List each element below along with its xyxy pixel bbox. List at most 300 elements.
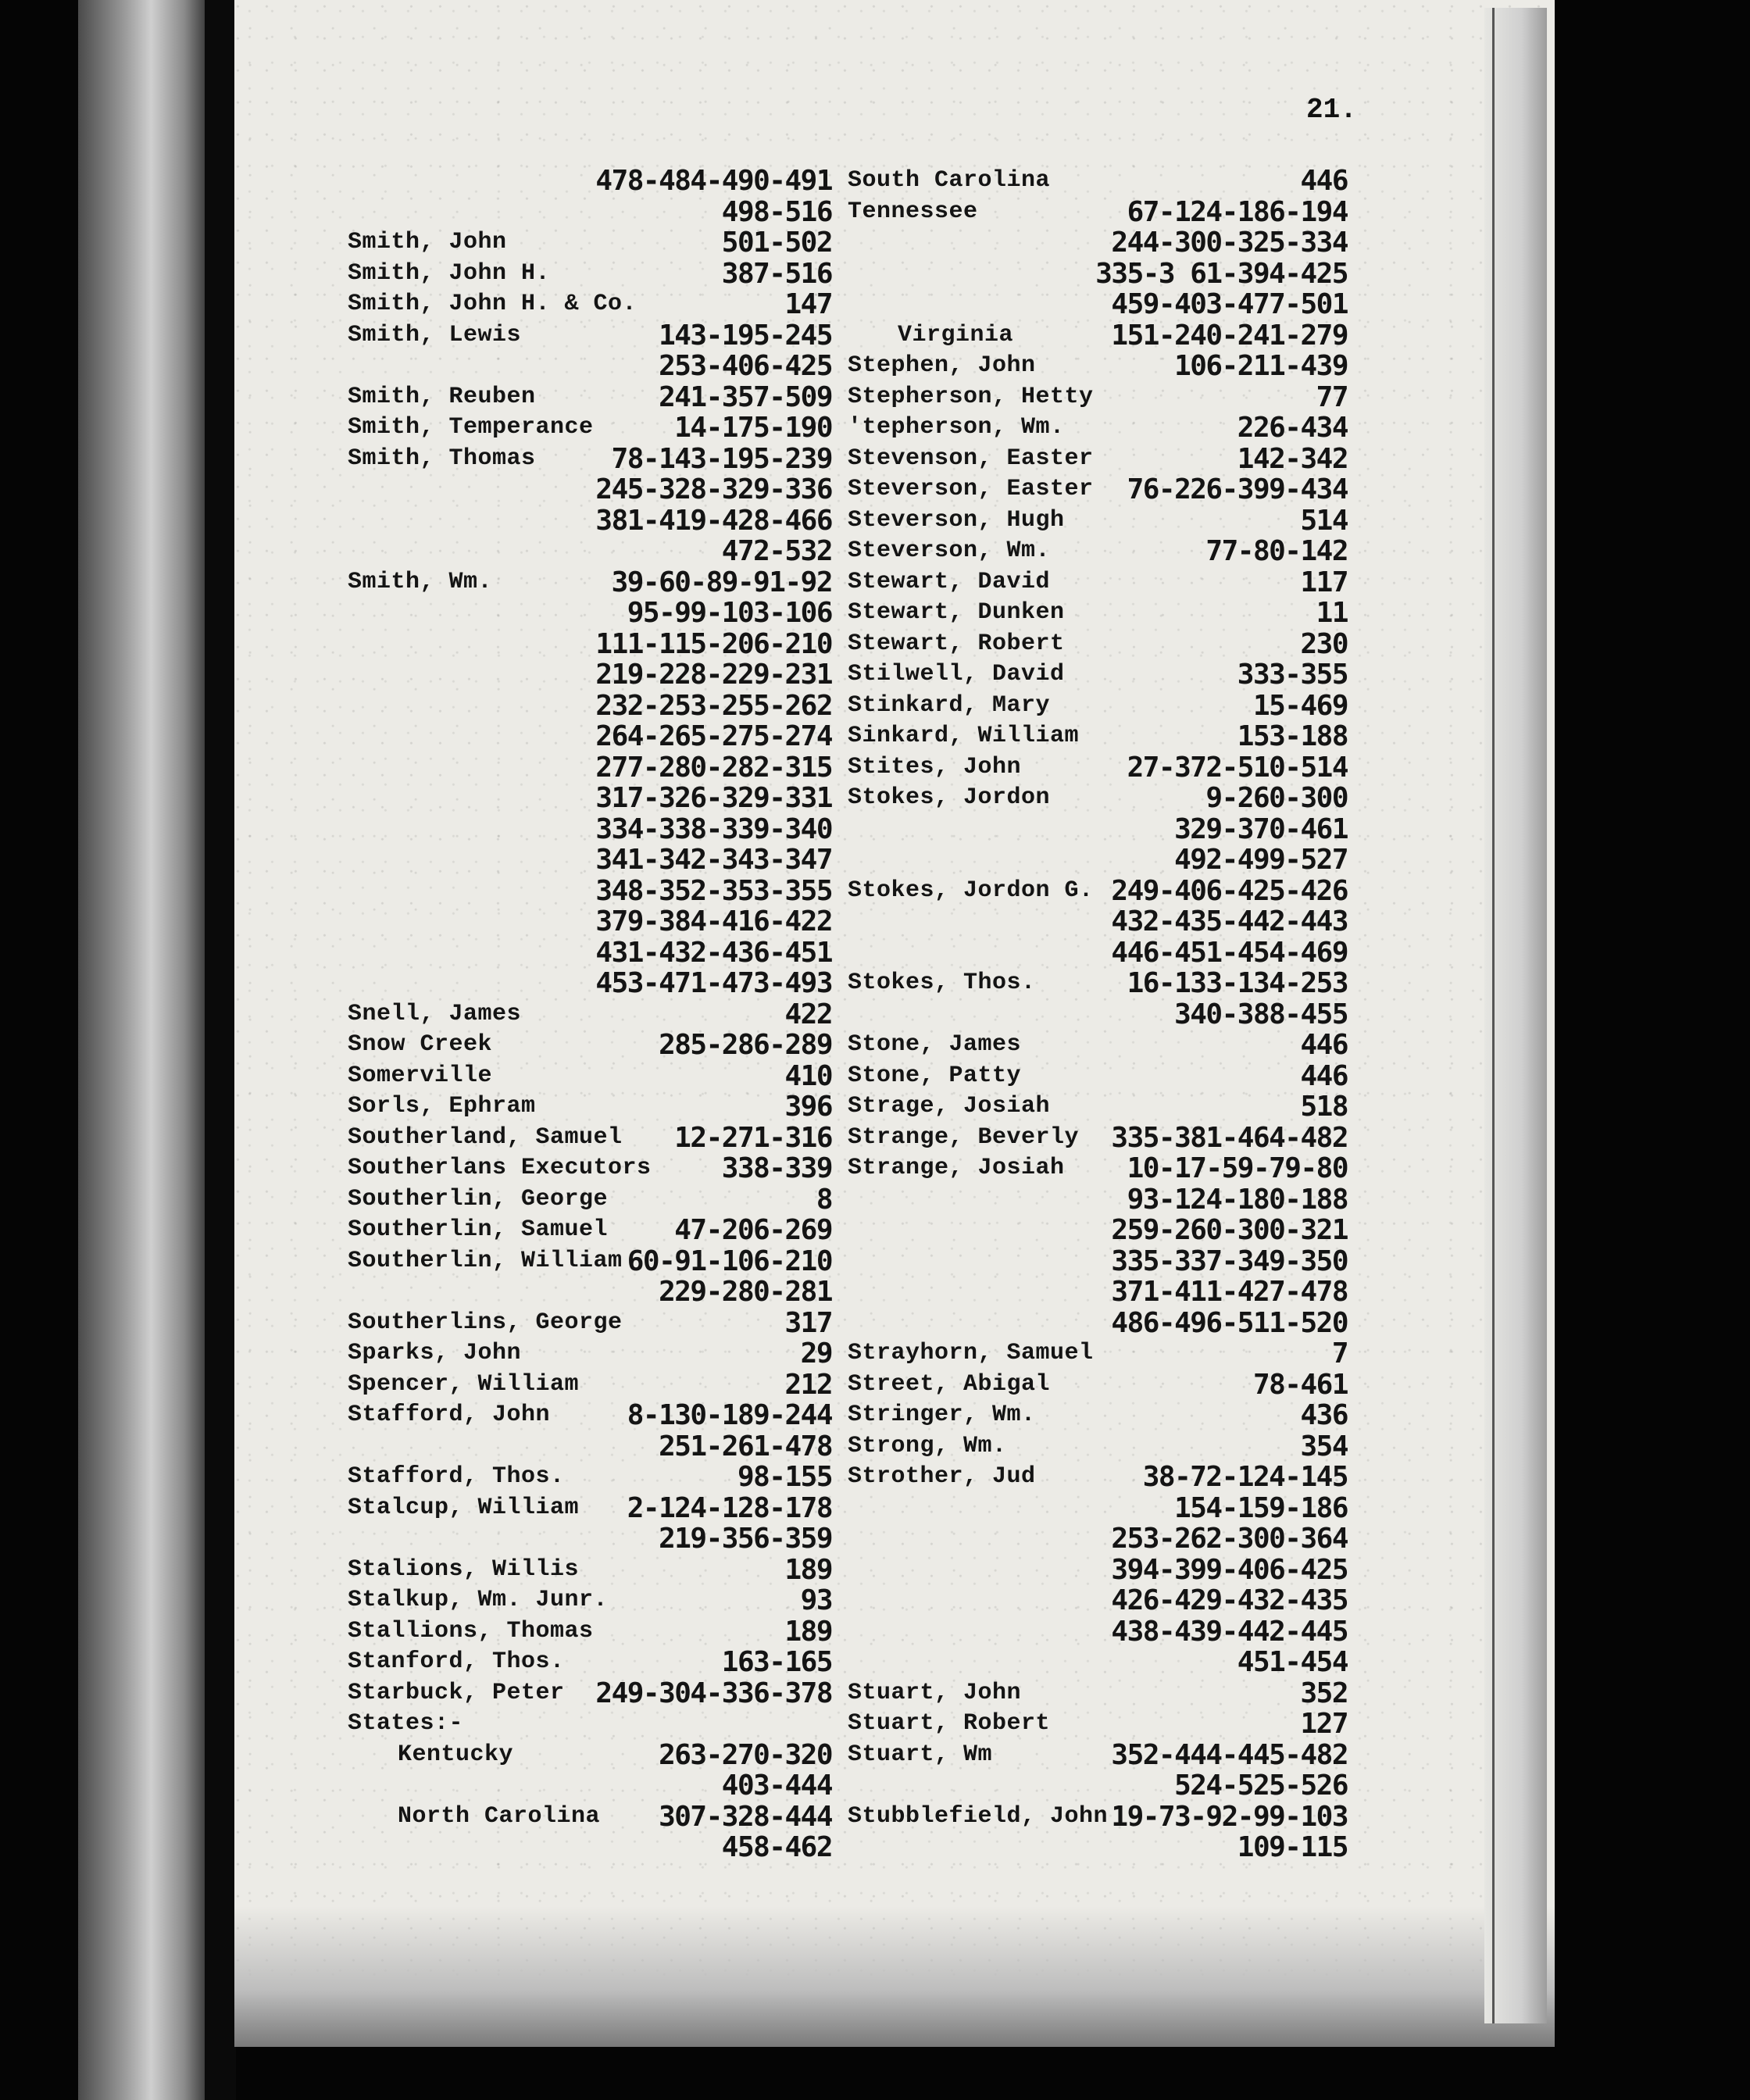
index-entry (848, 412, 1348, 444)
entry-name: Street, Abigal (848, 1370, 1051, 1398)
entry-pages: 277-280-282-315 (595, 751, 832, 784)
index-entry (848, 876, 1348, 969)
entry-name: Steverson, Easter (848, 476, 1094, 502)
index-row (848, 1215, 1348, 1246)
index-row (848, 691, 1348, 722)
index-entry (848, 1061, 1348, 1092)
entry-name: Stuart, Wm (848, 1741, 993, 1768)
entry-pages: 117 (1300, 566, 1348, 598)
entry-pages: 154-159-186 (1174, 1491, 1348, 1524)
index-entry (348, 1184, 832, 1216)
entry-pages: 501-502 (721, 227, 832, 259)
entry-name: Strange, Josiah (848, 1155, 1065, 1181)
entry-name: Stokes, Jordon (848, 784, 1051, 811)
index-row (348, 259, 832, 290)
index-row (348, 752, 832, 784)
index-row (848, 938, 1348, 969)
entry-name: Strage, Josiah (848, 1093, 1051, 1120)
index-entry (348, 1802, 832, 1863)
entry-name: Spencer, William (348, 1370, 580, 1398)
index-row (848, 1585, 1348, 1616)
index-entry (348, 1493, 832, 1555)
entry-pages: 341-342-343-347 (595, 844, 832, 876)
entry-pages: 16-133-134-253 (1127, 967, 1348, 999)
index-row (348, 1523, 832, 1555)
entry-pages: 338-339 (721, 1152, 832, 1184)
entry-name: Somerville (348, 1062, 493, 1089)
index-row (848, 1123, 1348, 1154)
index-entry (348, 567, 832, 999)
index-row (348, 227, 832, 259)
entry-name: Stokes, Jordon G. (848, 877, 1094, 904)
entry-name: Stone, James (848, 1031, 1022, 1058)
entry-pages: 76-226-399-434 (1127, 473, 1348, 505)
index-row (348, 1740, 832, 1771)
entry-name: Stone, Patty (848, 1062, 1022, 1089)
index-row (848, 444, 1348, 475)
entry-pages: 38-72-124-145 (1142, 1461, 1348, 1493)
entry-pages: 106-211-439 (1174, 350, 1348, 382)
entry-pages: 77 (1316, 380, 1348, 413)
entry-pages: 232-253-255-262 (595, 689, 832, 722)
index-row (848, 1246, 1348, 1277)
entry-pages: 253-262-300-364 (1111, 1523, 1348, 1555)
entry-name: Southerlin, Samuel (348, 1216, 609, 1243)
entry-pages: 12-271-316 (674, 1121, 832, 1154)
index-row (348, 166, 832, 197)
entry-pages: 78-461 (1252, 1368, 1348, 1401)
index-entry (348, 382, 832, 413)
index-entry (848, 721, 1348, 752)
entry-pages: 229-280-281 (659, 1276, 832, 1308)
entry-name: South Carolina (848, 167, 1051, 194)
index-row (848, 1277, 1348, 1308)
entry-name: Stubblefield, John (848, 1802, 1109, 1830)
index-row (848, 906, 1348, 938)
index-row (848, 536, 1348, 567)
index-entry (848, 166, 1348, 197)
entry-pages: 335-381-464-482 (1111, 1121, 1348, 1154)
index-row (848, 351, 1348, 382)
index-entry (348, 1585, 832, 1616)
entry-name: Stites, John (848, 753, 1022, 780)
index-row (848, 1153, 1348, 1184)
index-row (848, 1709, 1348, 1740)
index-entry (848, 1678, 1348, 1709)
index-row (848, 412, 1348, 444)
entry-name: Steverson, Hugh (848, 506, 1065, 534)
index-row (348, 906, 832, 938)
index-entry (848, 1400, 1348, 1431)
index-row (848, 382, 1348, 413)
entry-name: Stewart, Dunken (848, 599, 1065, 626)
index-row (348, 1832, 832, 1863)
entry-pages: 93 (800, 1584, 832, 1616)
entry-pages: 8-130-189-244 (627, 1399, 832, 1431)
index-row (348, 197, 832, 228)
index-row (348, 1370, 832, 1401)
entry-pages: 492-499-527 (1174, 844, 1348, 876)
index-entry (348, 412, 832, 444)
index-row (848, 1431, 1348, 1462)
index-row (348, 320, 832, 352)
entry-name: Southerlin, William (348, 1247, 623, 1274)
index-entry (348, 1678, 832, 1709)
entry-pages: 29 (800, 1338, 832, 1370)
index-entry (848, 691, 1348, 722)
entry-pages: 47-206-269 (674, 1214, 832, 1246)
entry-name: Southerlans Executors (348, 1155, 652, 1181)
index-row (348, 1400, 832, 1431)
index-entry (348, 1616, 832, 1648)
entry-pages: 340-388-455 (1174, 998, 1348, 1030)
index-entry (348, 1370, 832, 1401)
entry-pages: 19-73-92-99-103 (1111, 1800, 1348, 1833)
entry-pages: 446 (1300, 165, 1348, 197)
entry-pages: 147 (784, 288, 832, 320)
entry-pages: 241-357-509 (659, 380, 832, 413)
entry-name: Stafford, Thos. (348, 1463, 565, 1490)
entry-pages: 352-444-445-482 (1111, 1738, 1348, 1771)
index-entry (348, 1647, 832, 1678)
index-column-right (848, 166, 1348, 1863)
index-row (848, 1370, 1348, 1401)
index-row (348, 1493, 832, 1524)
entry-pages: 426-429-432-435 (1111, 1584, 1348, 1616)
index-row (848, 1091, 1348, 1123)
index-row (348, 845, 832, 876)
index-row (348, 1462, 832, 1493)
index-entry (848, 1802, 1348, 1863)
index-row (348, 1123, 832, 1154)
index-entry (348, 1215, 832, 1246)
index-entry (848, 197, 1348, 320)
entry-pages: 458-462 (721, 1831, 832, 1863)
index-row (848, 227, 1348, 259)
entry-name: Stinkard, Mary (848, 691, 1051, 719)
index-entry (848, 567, 1348, 598)
index-row (848, 1493, 1348, 1524)
index-entry (848, 1030, 1348, 1061)
entry-pages: 249-304-336-378 (595, 1677, 832, 1709)
index-row (848, 1678, 1348, 1709)
index-row (848, 598, 1348, 629)
entry-pages: 317-326-329-331 (595, 782, 832, 814)
index-row (848, 1802, 1348, 1833)
index-entry (348, 227, 832, 259)
entry-pages: 163-165 (721, 1646, 832, 1678)
index-row (848, 1338, 1348, 1370)
index-row (348, 1802, 832, 1833)
entry-pages: 153-188 (1237, 720, 1348, 752)
entry-name: Stilwell, David (848, 661, 1065, 688)
entry-pages: 10-17-59-79-80 (1127, 1152, 1348, 1184)
entry-pages: 212 (784, 1368, 832, 1401)
entry-pages: 189 (784, 1615, 832, 1648)
entry-name: 'tepherson, Wm. (848, 414, 1065, 441)
index-column-left (348, 166, 832, 1863)
entry-name: Stewart, Robert (848, 630, 1065, 657)
index-row (848, 1184, 1348, 1216)
entry-pages: 285-286-289 (659, 1029, 832, 1061)
index-row (348, 382, 832, 413)
entry-pages: 142-342 (1237, 442, 1348, 475)
index-row (848, 1308, 1348, 1339)
index-row (848, 474, 1348, 505)
entry-pages: 335-3 61-394-425 (1095, 257, 1348, 290)
entry-name: Stanford, Thos. (348, 1648, 565, 1675)
index-row (848, 567, 1348, 598)
page-edge-line (1492, 8, 1495, 2023)
index-row (348, 412, 832, 444)
index-entry (348, 1091, 832, 1123)
index-entry (848, 382, 1348, 413)
index-row (848, 1523, 1348, 1555)
index-entry (348, 1462, 832, 1493)
entry-name: Smith, Lewis (348, 321, 522, 348)
index-row (348, 474, 832, 505)
entry-pages: 438-439-442-445 (1111, 1615, 1348, 1648)
index-row (848, 1832, 1348, 1863)
entry-name: Southerland, Samuel (348, 1123, 623, 1151)
index-row (848, 197, 1348, 228)
entry-pages: 151-240-241-279 (1111, 319, 1348, 352)
index-row (348, 721, 832, 752)
index-entry (848, 1462, 1348, 1678)
index-entry (348, 320, 832, 382)
entry-pages: 518 (1300, 1091, 1348, 1123)
entry-pages: 253-406-425 (659, 350, 832, 382)
index-row (848, 876, 1348, 907)
entry-pages: 11 (1316, 597, 1348, 629)
entry-name: Smith, Reuben (348, 383, 536, 410)
index-row (848, 1030, 1348, 1061)
entry-pages: 410 (784, 1059, 832, 1092)
index-entry (848, 783, 1348, 876)
index-entry (848, 351, 1348, 382)
entry-name: Strong, Wm. (848, 1432, 1007, 1459)
index-entry (348, 1338, 832, 1370)
index-row (848, 1770, 1348, 1802)
entry-pages: 263-270-320 (659, 1738, 832, 1771)
entry-pages: 14-175-190 (674, 412, 832, 444)
entry-pages: 109-115 (1237, 1831, 1348, 1863)
index-row (348, 1277, 832, 1308)
entry-pages: 459-403-477-501 (1111, 288, 1348, 320)
index-row (348, 1647, 832, 1678)
entry-pages: 78-143-195-239 (611, 442, 832, 475)
index-entry (348, 1400, 832, 1462)
index-entry (348, 1308, 832, 1339)
entry-name: Stepherson, Hetty (848, 383, 1094, 410)
index-entry (348, 1061, 832, 1092)
index-row (348, 938, 832, 969)
entry-pages: 352 (1300, 1677, 1348, 1709)
entry-name: Stevenson, Easter (848, 445, 1094, 472)
index-entry (848, 659, 1348, 691)
index-row (348, 536, 832, 567)
index-entry (348, 1123, 832, 1154)
index-entry (348, 259, 832, 290)
index-row (848, 1740, 1348, 1771)
index-row (348, 999, 832, 1030)
index-entry (348, 289, 832, 320)
index-entry (348, 999, 832, 1030)
index-row (848, 968, 1348, 999)
entry-pages: 379-384-416-422 (595, 905, 832, 938)
index-entry (848, 598, 1348, 629)
entry-pages: 524-525-526 (1174, 1770, 1348, 1802)
entry-pages: 226-434 (1237, 412, 1348, 444)
entry-pages: 9-260-300 (1205, 782, 1348, 814)
index-entry (848, 1153, 1348, 1338)
entry-pages: 143-195-245 (659, 319, 832, 352)
index-row (348, 814, 832, 845)
entry-pages: 432-435-442-443 (1111, 905, 1348, 938)
index-row (848, 752, 1348, 784)
entry-pages: 381-419-428-466 (595, 504, 832, 537)
binding-shadow (205, 0, 236, 2100)
entry-pages: 2-124-128-178 (627, 1491, 832, 1524)
index-row (348, 659, 832, 691)
entry-pages: 8 (816, 1183, 832, 1216)
index-entry (848, 1123, 1348, 1154)
binding-edge (78, 0, 211, 2100)
index-entry (848, 968, 1348, 1030)
index-row (848, 845, 1348, 876)
entry-pages: 251-261-478 (659, 1430, 832, 1462)
entry-pages: 60-91-106-210 (627, 1245, 832, 1277)
index-row (848, 1555, 1348, 1586)
index-row (848, 814, 1348, 845)
index-row (848, 289, 1348, 320)
index-row (848, 1647, 1348, 1678)
page-number: 21. (1306, 94, 1357, 126)
entry-pages: 394-399-406-425 (1111, 1553, 1348, 1586)
entry-name: Sorls, Ephram (348, 1093, 536, 1120)
index-entry (848, 629, 1348, 660)
entry-pages: 219-228-229-231 (595, 659, 832, 691)
index-row (848, 629, 1348, 660)
entry-name: Smith, John (348, 229, 507, 255)
entry-pages: 77-80-142 (1205, 535, 1348, 567)
entry-pages: 371-411-427-478 (1111, 1276, 1348, 1308)
index-row (848, 783, 1348, 814)
entry-name: Stephen, John (848, 352, 1036, 379)
index-row (348, 1091, 832, 1123)
index-entry (348, 1555, 832, 1586)
entry-pages: 27-372-510-514 (1127, 751, 1348, 784)
entry-pages: 329-370-461 (1174, 812, 1348, 845)
index-entry (848, 444, 1348, 475)
entry-pages: 7 (1331, 1338, 1348, 1370)
index-row (348, 1555, 832, 1586)
entry-name: Smith, John H. & Co. (348, 291, 638, 317)
index-row (348, 598, 832, 629)
index-entry (348, 444, 832, 567)
index-row (848, 166, 1348, 197)
index-row (848, 1616, 1348, 1648)
entry-name: Southerlins, George (348, 1309, 623, 1336)
entry-pages: 93-124-180-188 (1127, 1183, 1348, 1216)
entry-pages: 189 (784, 1553, 832, 1586)
index-entry (848, 1709, 1348, 1740)
index-entry (848, 1431, 1348, 1462)
index-row (348, 505, 832, 537)
index-row (848, 999, 1348, 1030)
index-row (348, 876, 832, 907)
index-row (348, 1338, 832, 1370)
entry-pages: 230 (1300, 627, 1348, 660)
entry-name: Strother, Jud (848, 1463, 1036, 1490)
index-row (348, 1709, 832, 1740)
entry-pages: 334-338-339-340 (595, 812, 832, 845)
index-row (848, 320, 1348, 352)
index-entry (848, 1338, 1348, 1370)
entry-pages: 486-496-511-520 (1111, 1306, 1348, 1339)
entry-pages: 396 (784, 1091, 832, 1123)
entry-name: Stalions, Willis (348, 1555, 580, 1583)
entry-pages: 317 (784, 1306, 832, 1339)
entry-pages: 219-356-359 (659, 1523, 832, 1555)
entry-pages: 514 (1300, 504, 1348, 537)
index-row (348, 1246, 832, 1277)
index-row (848, 1400, 1348, 1431)
index-entry (848, 505, 1348, 537)
index-entry (848, 1370, 1348, 1401)
entry-name: Smith, John H. (348, 259, 551, 287)
entry-pages: 446-451-454-469 (1111, 936, 1348, 969)
index-row (348, 783, 832, 814)
entry-pages: 431-432-436-451 (595, 936, 832, 969)
index-entry (348, 1030, 832, 1061)
index-entry (848, 320, 1348, 352)
index-row (348, 968, 832, 999)
index-row (348, 1184, 832, 1216)
entry-pages: 245-328-329-336 (595, 473, 832, 505)
entry-pages: 111-115-206-210 (595, 627, 832, 660)
entry-name: Stalcup, William (348, 1494, 580, 1521)
entry-pages: 348-352-353-355 (595, 874, 832, 907)
index-row (848, 659, 1348, 691)
index-entry (848, 536, 1348, 567)
index-row (348, 289, 832, 320)
entry-name: Stafford, John (348, 1402, 551, 1428)
entry-name: Steverson, Wm. (848, 538, 1051, 564)
entry-pages: 387-516 (721, 257, 832, 290)
entry-name: Stokes, Thos. (848, 970, 1036, 996)
entry-pages: 264-265-275-274 (595, 720, 832, 752)
entry-pages: 403-444 (721, 1770, 832, 1802)
index-row (848, 1061, 1348, 1092)
entry-name: Snow Creek (348, 1031, 493, 1058)
entry-name: Starbuck, Peter (348, 1679, 565, 1706)
entry-pages: 98-155 (737, 1461, 832, 1493)
entry-pages: 244-300-325-334 (1111, 227, 1348, 259)
entry-name: Stalkup, Wm. Junr. (348, 1587, 609, 1613)
entry-name: Stuart, Robert (848, 1710, 1051, 1737)
index-row (848, 721, 1348, 752)
index-row (848, 505, 1348, 537)
index-entry (348, 166, 832, 227)
index-entry (348, 1709, 832, 1740)
entry-pages: 422 (784, 998, 832, 1030)
entry-pages: 249-406-425-426 (1111, 874, 1348, 907)
index-row (348, 1431, 832, 1462)
index-row (348, 567, 832, 598)
index-entry (848, 1091, 1348, 1123)
index-row (348, 1061, 832, 1092)
